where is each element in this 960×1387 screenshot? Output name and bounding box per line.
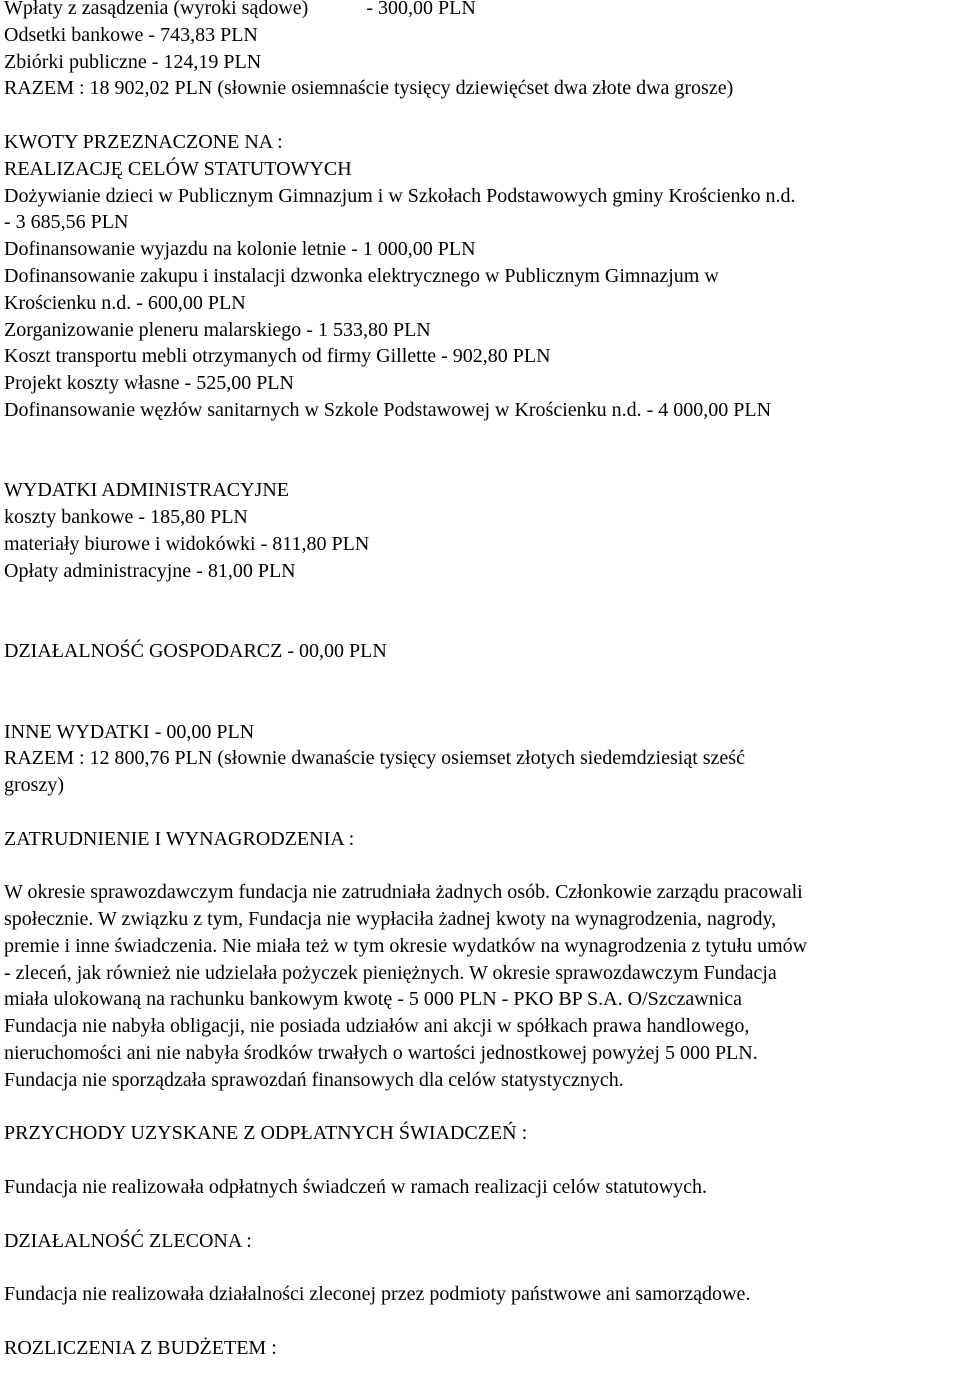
income-total-line: RAZEM : 18 902,02 PLN (słownie osiemnaście tysięcy dziewięćset dwa złote dwa grosze) [4, 77, 734, 100]
income-court-label: Wpłaty z zasądzenia (wyroki sądowe) [4, 0, 309, 19]
other-total-line: RAZEM : 12 800,76 PLN (słownie dwanaście tysięcy osiemset złotych siedemdziesiąt sześć [4, 747, 745, 770]
employment-line: Fundacja nie nabyła obligacji, nie posiada udziałów ani akcji w spółkach prawa handlowego, [4, 1015, 750, 1038]
employment-heading: ZATRUDNIENIE I WYNAGRODZENIA : [4, 827, 355, 850]
employment-line: nieruchomości ani nie nabyła środków trwałych o wartości jednostkowej powyżej 5 000 PLN. [4, 1042, 758, 1065]
employment-line: społecznie. W związku z tym, Fundacja nie wypłaciła żadnej kwoty na wynagrodzenia, nagrody, [4, 908, 777, 931]
employment-line: - zleceń, jak również nie udzielała pożyczek pieniężnych. W okresie sprawozdawczym Fundacja [4, 961, 777, 984]
income-court-value: - 300,00 PLN [366, 0, 476, 19]
commissioned-heading: DZIAŁALNOŚĆ ZLECONA : [4, 1229, 252, 1252]
other-total-line-cont: groszy) [4, 774, 64, 797]
employment-line: premie i inne świadczenia. Nie miała też w tym okresie wydatków na wynagrodzenia z tytułu umów [4, 934, 808, 957]
allocation-line: - 3 685,56 PLN [4, 211, 129, 234]
allocation-line: Projekt koszty własne - 525,00 PLN [4, 372, 294, 395]
business-activity-line: DZIAŁALNOŚĆ GOSPODARCZ - 00,00 PLN [4, 640, 387, 663]
income-court-line [4, 0, 956, 22]
allocation-line: Dofinansowanie zakupu i instalacji dzwonka elektrycznego w Publicznym Gimnazjum w [4, 264, 719, 287]
allocation-line: Koszt transportu mebli otrzymanych od firmy Gillette - 902,80 PLN [4, 345, 551, 368]
employment-line: miała ulokowaną na rachunku bankowym kwotę - 5 000 PLN - PKO BP S.A. O/Szczawnica [4, 988, 743, 1011]
income-interest-line: Odsetki bankowe - 743,83 PLN [4, 23, 258, 46]
document-page [4, 0, 956, 1362]
admin-heading: WYDATKI ADMINISTRACYJNE [4, 479, 289, 502]
budget-heading: ROZLICZENIA Z BUDŻETEM : [4, 1336, 277, 1359]
allocation-line: Dożywianie dzieci w Publicznym Gimnazjum i w Szkołach Podstawowych gminy Krościenko n.d. [4, 184, 796, 207]
employment-line: Fundacja nie sporządzała sprawozdań finansowych dla celów statystycznych. [4, 1068, 624, 1091]
admin-line: koszty bankowe - 185,80 PLN [4, 506, 248, 529]
employment-line: W okresie sprawozdawczym fundacja nie zatrudniała żadnych osób. Członkowie zarządu pracowali [4, 881, 803, 904]
allocation-line: Krościenku n.d. - 600,00 PLN [4, 291, 246, 314]
other-expenses-line: INNE WYDATKI - 00,00 PLN [4, 720, 255, 743]
allocations-heading: KWOTY PRZEZNACZONE NA : [4, 130, 283, 153]
allocation-line: Zorganizowanie pleneru malarskiego - 1 533,80 PLN [4, 318, 431, 341]
allocation-line: Dofinansowanie wyjazdu na kolonie letnie - 1 000,00 PLN [4, 238, 476, 261]
paid-services-text: Fundacja nie realizowała odpłatnych świadczeń w ramach realizacji celów statutowych. [4, 1176, 708, 1199]
admin-line: Opłaty administracyjne - 81,00 PLN [4, 559, 296, 582]
allocation-line: Dofinansowanie węzłów sanitarnych w Szkole Podstawowej w Krościenku n.d. - 4 000,00 PLN [4, 398, 772, 421]
commissioned-text: Fundacja nie realizowała działalności zleconej przez podmioty państwowe ani samorządowe. [4, 1283, 751, 1306]
paid-services-heading: PRZYCHODY UZYSKANE Z ODPŁATNYCH ŚWIADCZEŃ : [4, 1122, 528, 1145]
admin-line: materiały biurowe i widokówki - 811,80 PLN [4, 532, 370, 555]
allocations-subheading: REALIZACJĘ CELÓW STATUTOWYCH [4, 157, 352, 180]
income-collections-line: Zbiórki publiczne - 124,19 PLN [4, 50, 262, 73]
